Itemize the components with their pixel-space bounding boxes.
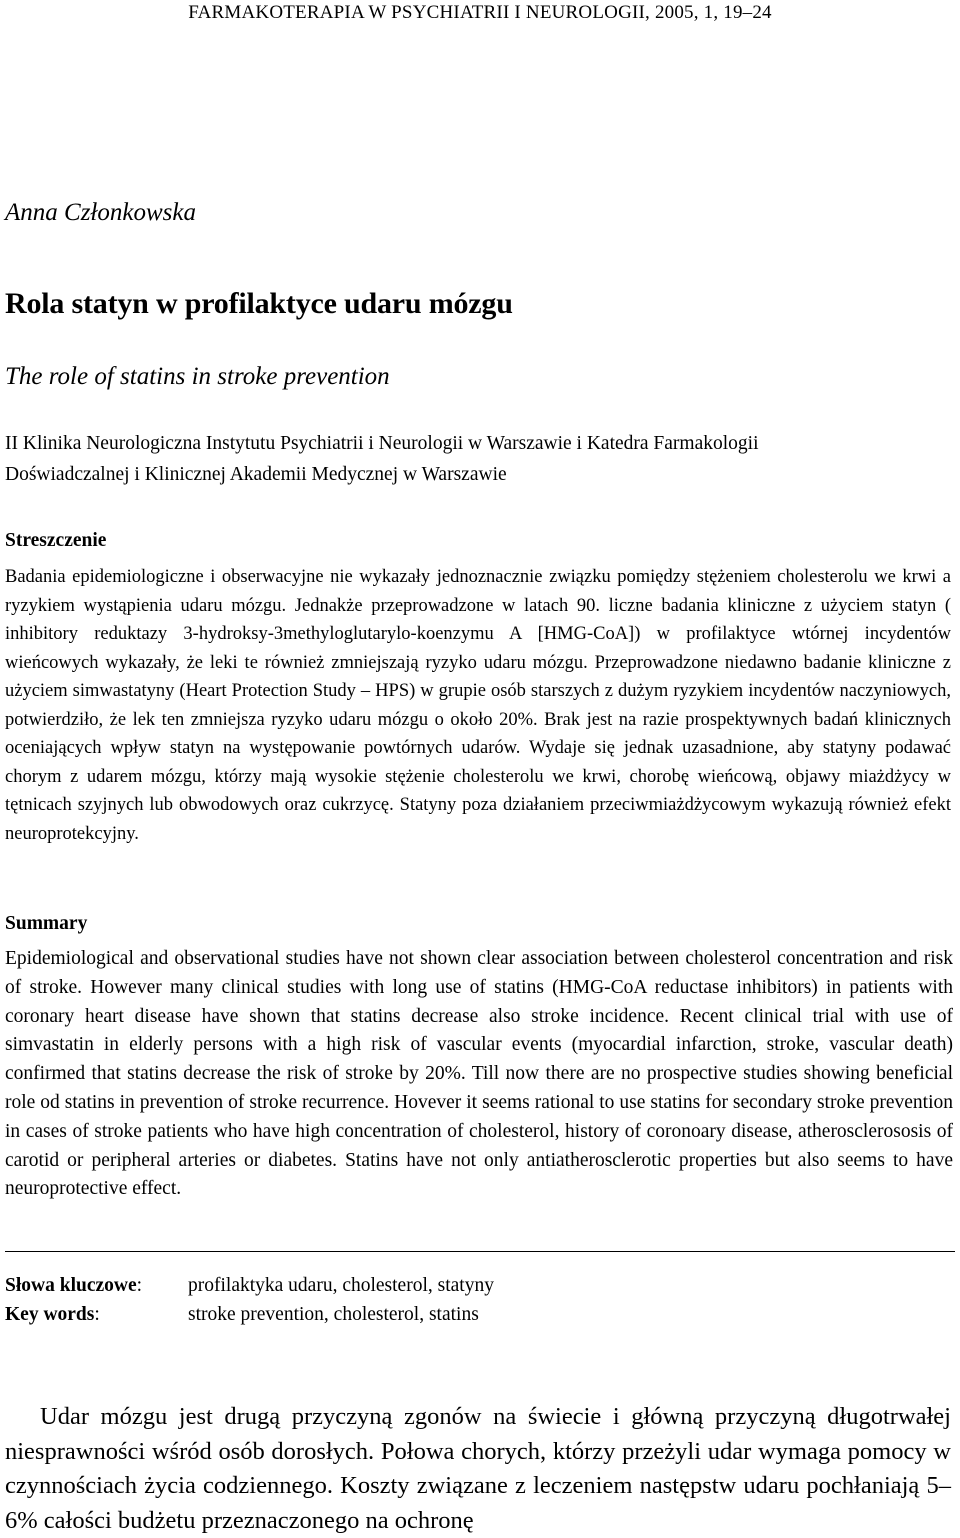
- summary-text: Epidemiological and observational studies have not shown clear association between cholesterol concentration and risk of stroke. However many clinical studies with long use of statins (HMG-CoA reductase inhibitors) in patients with coronary heart disease have shown that statins decrease also stroke incidence. Recent clinical trial with use of simvastatin in elderly persons with a high risk of vascular events (myocardial infarction, stroke, vascular death) confirmed that statins decrease the risk of stroke by 20%. Till now there are no prospective studies showing beneficial role od statins in prevention of stroke recurrence. Hovever it seems rational to use statins for secondary stroke prevention in cases of stroke patients who have high concentration of cholesterol, history of coronoary disease, atherosclerososis of carotid or peripheral arteries or diabetes. Statins have not only antiatherosclerotic properties but also seems to have neuroprotective effect.: [5, 948, 953, 1200]
- affiliation-line-2: Doświadczalnej i Klinicznej Akademii Medycznej w Warszawie: [5, 464, 507, 485]
- body-paragraph: Udar mózgu jest drugą przyczyną zgonów na świecie i główną przyczyną długotrwałej niesprawności wśród osób dorosłych. Połowa chorych, którzy przeżyli udar wymaga pomocy w czynnościach życia codziennego. Koszty związane z leczeniem następstw udaru pochłaniają 5–6% całości budżetu przeznaczonego na ochronę: [5, 1403, 951, 1534]
- keywords-label-pl: Słowa kluczowe:: [5, 1275, 143, 1296]
- keywords-label-en: Key words:: [5, 1304, 100, 1325]
- keywords-row-pl: [5, 1271, 955, 1300]
- affiliation-line-1: II Klinika Neurologiczna Instytutu Psychiatrii i Neurologii w Warszawie i Katedra Farmakologii: [5, 433, 759, 454]
- running-head: FARMAKOTERAPIA W PSYCHIATRII I NEUROLOGII, 2005, 1, 19–24: [188, 2, 772, 23]
- author-name: Anna Członkowska: [5, 199, 196, 226]
- keywords-value-en: stroke prevention, cholesterol, statins: [188, 1304, 479, 1325]
- streszczenie-heading: Streszczenie: [5, 530, 107, 551]
- keywords-divider: [5, 1251, 955, 1252]
- article-title: Rola statyn w profilaktyce udaru mózgu: [5, 287, 513, 320]
- article-subtitle-english: The role of statins in stroke prevention: [5, 363, 390, 390]
- streszczenie-text: Badania epidemiologiczne i obserwacyjne nie wykazały jednoznacznie związku pomiędzy stężeniem cholesterolu we krwi a ryzykiem wystąpienia udaru mózgu. Jednakże przeprowadzone w latach 90. liczne badania kliniczne z użyciem statyn ( inhibitory reduktazy 3-hydroksy-3methyloglutarylo-koenzymu A [HMG-CoA]) w profilaktyce wtórnej incydentów wieńcowych wykazały, że leki te również zmniejszają ryzyko udaru mózgu. Przeprowadzone niedawno badanie kliniczne z użyciem simwastatyny (Heart Protection Study – HPS) w grupie osób starszych z dużym ryzykiem incydentów naczyniowych, potwierdziło, że lek ten zmniejsza ryzyko udaru mózgu o około 20%. Brak jest na razie prospektywnych badań klinicznych oceniających wpływ statyn na występowanie powtórnych udarów. Wydaje się jednak uzasadnione, aby statyny podawać chorym z udarem mózgu, którzy mają wysokie stężenie cholesterolu we krwi, chorobę wieńcową, objawy miażdżycy w tętnicach szyjnych lub obwodowych oraz cukrzycę. Statyny poza działaniem przeciwmiażdżycowym wykazują również efekt neuroprotekcyjny.: [5, 567, 951, 844]
- summary-heading: Summary: [5, 913, 88, 934]
- keywords-block: [5, 1271, 955, 1329]
- keywords-row-en: [5, 1300, 955, 1329]
- affiliation: [5, 428, 955, 490]
- keywords-value-pl: profilaktyka udaru, cholesterol, statyny: [188, 1275, 494, 1296]
